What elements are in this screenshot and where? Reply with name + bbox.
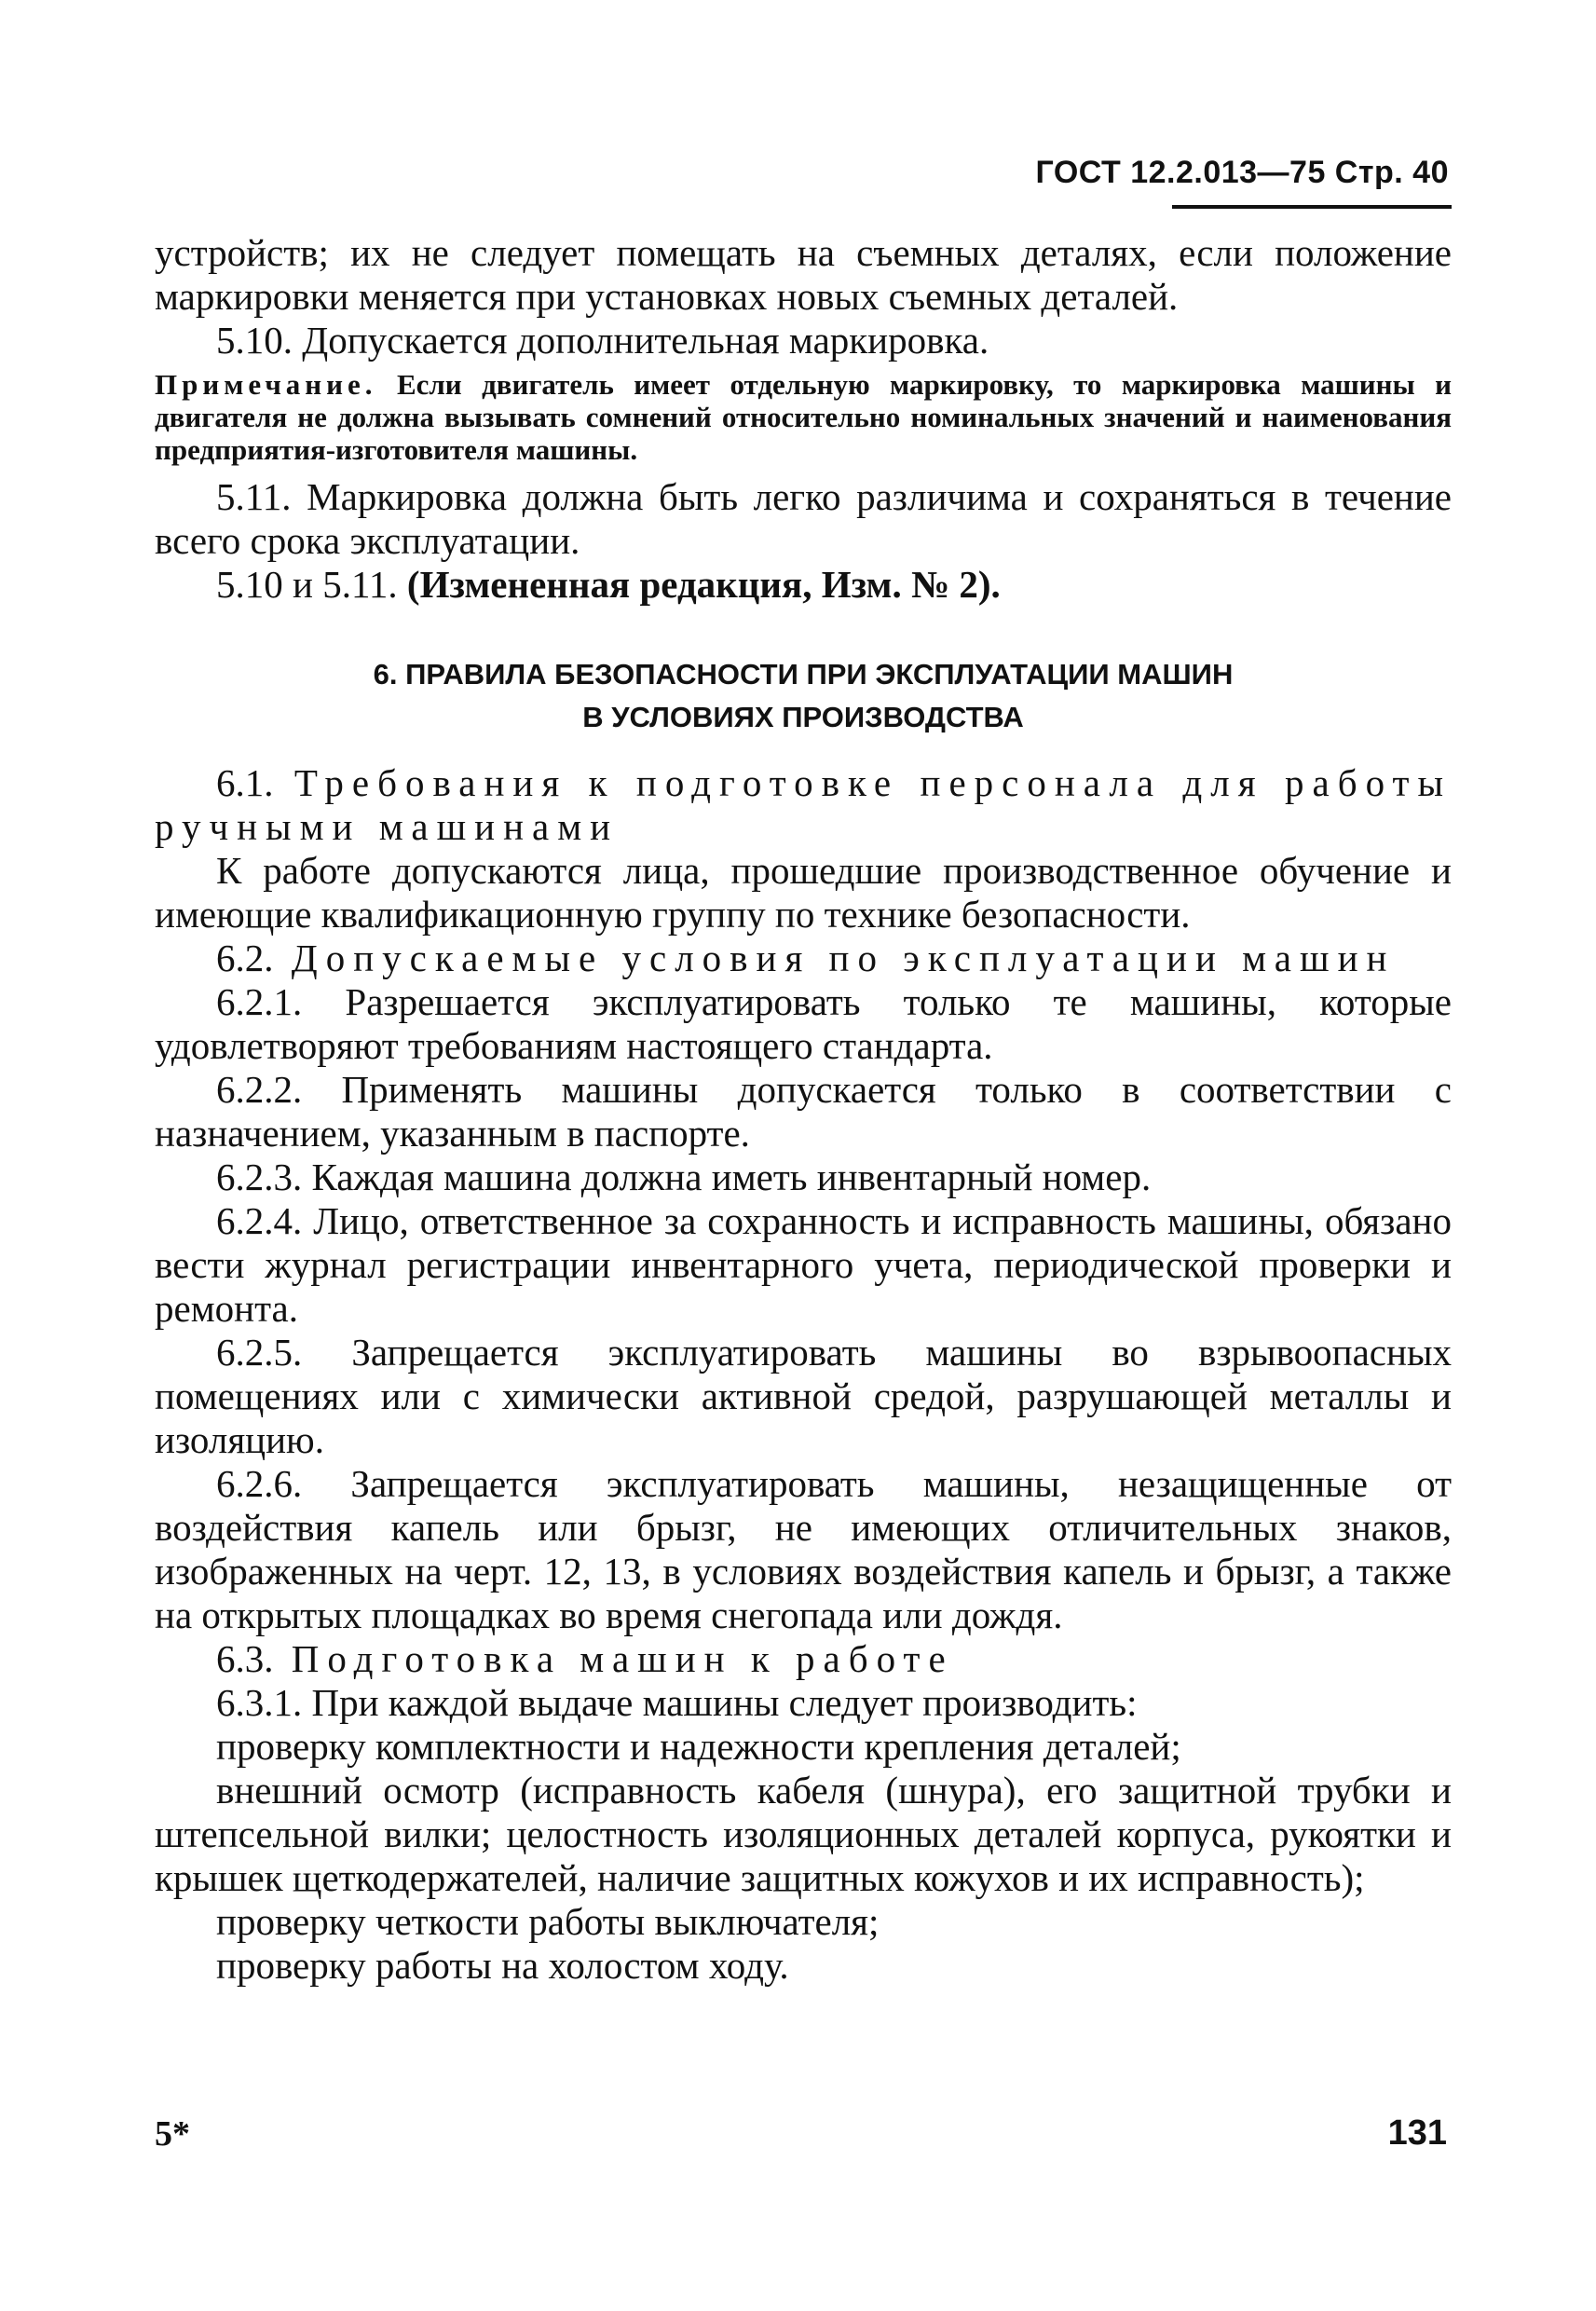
- signature-mark: 5*: [155, 2114, 190, 2154]
- paragraph-continuation: устройств; их не следует помещать на съемных деталях, если положение маркировки меняется при установках новых съемных деталей.: [155, 231, 1452, 318]
- section-6-heading-line2: В УСЛОВИЯХ ПРОИЗВОДСТВА: [582, 701, 1024, 733]
- note-label: Примечание.: [155, 368, 377, 401]
- page-number: 131: [1387, 2113, 1447, 2153]
- paragraph-6-2-5: 6.2.5. Запрещается эксплуатировать машины во взрывоопасных помещениях или с химически активной средой, разрушающей металлы и изоляцию.: [155, 1331, 1452, 1461]
- subsection-6-2-title: [155, 937, 1452, 980]
- section-6-heading-line1: 6. ПРАВИЛА БЕЗОПАСНОСТИ ПРИ ЭКСПЛУАТАЦИИ МАШИН: [373, 658, 1234, 691]
- paragraph-6-2-2: 6.2.2. Применять машины допускается только в соответствии с назначением, указанным в паспорте.: [155, 1068, 1452, 1155]
- paragraph-6-3-1: 6.3.1. При каждой выдаче машины следует производить:: [216, 1681, 1138, 1724]
- note-text: Если двигатель имеет отдельную маркировку, то маркировка машины и двигателя не должна вызывать сомнений относительно номинальных значений и наименования предприятия-изготовителя машины.: [155, 368, 1452, 466]
- note: [155, 368, 1452, 466]
- paragraph-6-1: К работе допускаются лица, прошедшие производственное обучение и имеющие квалификационную группу по технике безопасности.: [155, 849, 1452, 936]
- amendment-bold: (Измененная редакция, Изм. № 2).: [406, 563, 1001, 606]
- subsection-6-2-number: 6.2.: [216, 937, 274, 979]
- list-item: проверку комплектности и надежности крепления деталей;: [216, 1725, 1181, 1768]
- paragraph-6-2-4: 6.2.4. Лицо, ответственное за сохранность и исправность машины, обязано вести журнал регистрации инвентарного учета, периодической проверки и ремонта.: [155, 1199, 1452, 1330]
- subsection-6-3-title: [155, 1637, 1452, 1681]
- subsection-6-1-number: 6.1.: [216, 761, 274, 804]
- paragraph-6-2-6: 6.2.6. Запрещается эксплуатировать машины, незащищенные от воздействия капель или брызг, не имеющих отличительных знаков, изображенных на черт. 12, 13, в условиях воздействия капель и брызг, а также на открытых площадках во время снегопада или дождя.: [155, 1462, 1452, 1636]
- header-rule: [1172, 205, 1452, 209]
- list-item: внешний осмотр (исправность кабеля (шнура), его защитной трубки и штепсельной вилки; целостность изоляционных деталей корпуса, рукоятки и крышек щеткодержателей, наличие защитных кожухов и их исправность);: [155, 1769, 1452, 1899]
- list-item: проверку четкости работы выключателя;: [216, 1900, 880, 1943]
- page-header: ГОСТ 12.2.013—75 Стр. 40: [1035, 155, 1449, 190]
- amendment-prefix: 5.10 и 5.11.: [216, 563, 407, 606]
- subsection-6-1-title: [155, 761, 1452, 849]
- amendment-note: [155, 563, 1452, 607]
- body-text: [155, 231, 1452, 1988]
- paragraph-5-10: 5.10. Допускается дополнительная маркировка.: [216, 319, 989, 362]
- list-item: проверку работы на холостом ходу.: [216, 1944, 789, 1987]
- subsection-6-3-heading: Подготовка машин к работе: [273, 1637, 954, 1680]
- subsection-6-3-number: 6.3.: [216, 1637, 274, 1680]
- paragraph-5-11: 5.11. Маркировка должна быть легко различима и сохраняться в течение всего срока эксплуатации.: [155, 475, 1452, 562]
- subsection-6-1-heading: Требования к подготовке персонала для работы ручными машинами: [155, 761, 1452, 848]
- paragraph-6-2-3: 6.2.3. Каждая машина должна иметь инвентарный номер.: [216, 1156, 1152, 1198]
- section-6-heading: [155, 653, 1452, 739]
- paragraph-6-2-1: 6.2.1. Разрешается эксплуатировать только те машины, которые удовлетворяют требованиям настоящего стандарта.: [155, 980, 1452, 1067]
- subsection-6-2-heading: Допускаемые условия по эксплуатации машин: [273, 937, 1396, 979]
